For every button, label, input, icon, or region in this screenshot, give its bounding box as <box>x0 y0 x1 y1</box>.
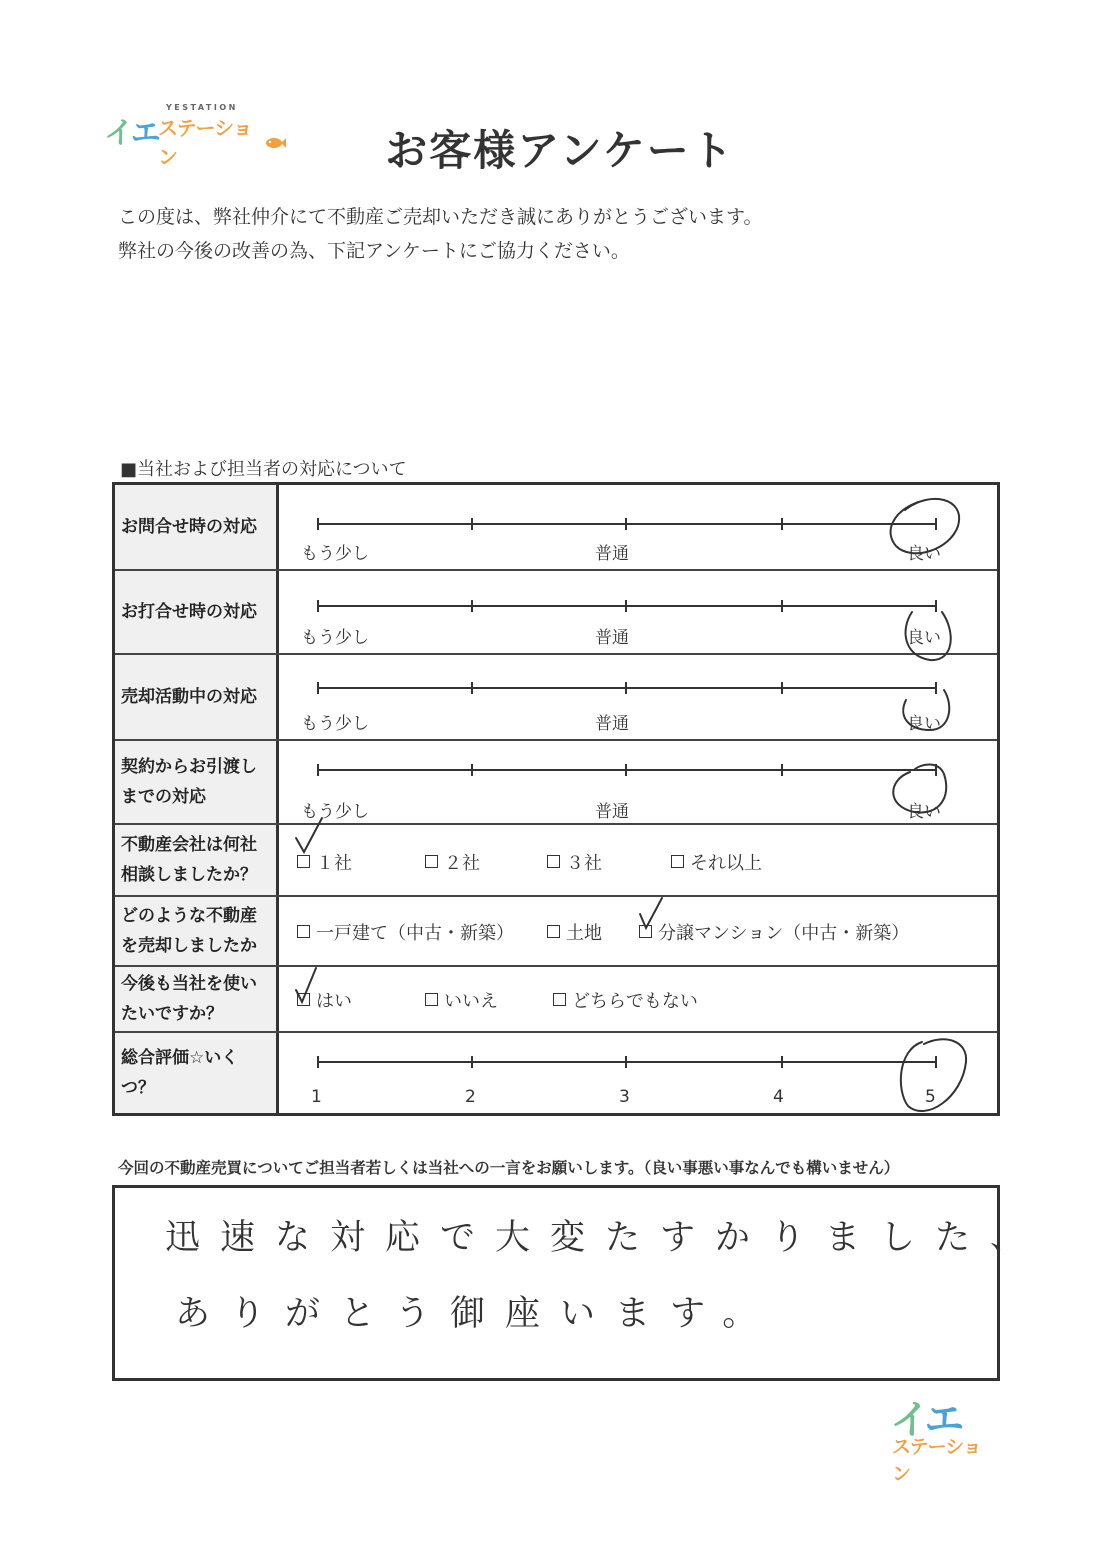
survey-row-overall <box>115 1033 997 1113</box>
checkbox-option[interactable]: １社 <box>297 849 352 875</box>
checkbox-option[interactable]: 一戸建て（中古・新築） <box>297 919 514 945</box>
survey-row-sales-activity <box>115 655 997 741</box>
checkbox-option[interactable]: はい <box>297 987 352 1013</box>
scale-label-mid: 普通 <box>595 802 629 822</box>
question-label: お打合せ時の対応 <box>121 602 257 622</box>
question-cell <box>115 1033 279 1113</box>
rating-scale[interactable] <box>279 485 997 569</box>
checkbox-icon <box>671 855 684 868</box>
survey-row-inquiry <box>115 485 997 571</box>
page-title: お客様アンケート <box>385 126 735 175</box>
checkbox-option[interactable]: 土地 <box>547 919 602 945</box>
checkbox-icon <box>425 855 438 868</box>
question-label: 売却活動中の対応 <box>121 687 257 707</box>
checkbox-icon <box>425 993 438 1006</box>
intro-line-1: この度は、弊社仲介にて不動産ご売却いただき誠にありがとうございます。 <box>118 206 763 228</box>
scale-point-4: 4 <box>773 1087 784 1107</box>
scale-label-mid: 普通 <box>595 544 629 564</box>
checkbox-icon <box>547 925 560 938</box>
question-label: 契約からお引渡し までの対応 <box>121 757 257 807</box>
scale-point-5: 5 <box>925 1087 936 1107</box>
intro-line-2: 弊社の今後の改善の為、下記アンケートにご協力ください。 <box>118 240 630 262</box>
logo-station-text: ステーション <box>892 1436 981 1485</box>
checkbox-option[interactable]: どちらでもない <box>553 987 698 1013</box>
survey-row-meeting <box>115 571 997 655</box>
survey-row-companies <box>115 825 997 897</box>
checkbox-option[interactable]: 分譲マンション（中古・新築） <box>639 919 909 945</box>
logo-roman-text: YESTATION <box>166 103 238 112</box>
checkbox-icon <box>547 855 560 868</box>
question-cell <box>115 825 279 895</box>
rating-scale[interactable] <box>279 571 997 653</box>
survey-row-property-type <box>115 897 997 967</box>
checkbox-icon <box>297 925 310 938</box>
survey-table <box>112 482 1000 1116</box>
rating-scale[interactable] <box>279 741 997 823</box>
question-label: 不動産会社は何社 相談しましたか？ <box>121 835 257 885</box>
scale-label-mid: 普通 <box>595 714 629 734</box>
question-cell <box>115 571 279 653</box>
question-cell <box>115 967 279 1031</box>
question-cell <box>115 655 279 739</box>
scale-label-high: 良い <box>907 628 941 648</box>
checkbox-icon <box>297 855 310 868</box>
checkbox-icon <box>639 925 652 938</box>
handwritten-comment-line-2: ありがとう御座います。 <box>175 1294 778 1334</box>
question-label: 総合評価☆いくつ？ <box>121 1048 239 1098</box>
survey-row-handover <box>115 741 997 825</box>
scale-point-3: 3 <box>619 1087 630 1107</box>
question-label: 今後も当社を使い たいですか？ <box>121 974 257 1024</box>
question-cell <box>115 485 279 569</box>
checkbox-option[interactable]: ３社 <box>547 849 602 875</box>
logo-mark: イエ <box>890 1397 961 1443</box>
question-cell <box>115 741 279 823</box>
comment-prompt: 今回の不動産売買についてご担当者若しくは当社への一言をお願いします。（良い事悪い事なんでも構いません） <box>118 1159 900 1177</box>
question-label: どのような不動産 を売却しましたか <box>121 906 257 956</box>
checkbox-option[interactable]: それ以上 <box>671 849 762 875</box>
handwritten-comment-line-1: 迅速な対応で大変たすかりました、 <box>165 1218 1046 1258</box>
scale-label-low: もう少し <box>301 628 369 648</box>
checkbox-option[interactable]: いいえ <box>425 987 498 1013</box>
rating-scale-overall[interactable] <box>279 1033 997 1113</box>
scale-label-high: 良い <box>907 714 941 734</box>
scale-label-low: もう少し <box>301 544 369 564</box>
choice-group <box>279 897 997 965</box>
section-label: ■当社および担当者の対応について <box>120 459 407 480</box>
scale-label-low: もう少し <box>301 714 369 734</box>
survey-row-reuse <box>115 967 997 1033</box>
scale-label-high: 良い <box>907 802 941 822</box>
checkbox-option[interactable]: ２社 <box>425 849 480 875</box>
choice-group <box>279 825 997 895</box>
scale-point-2: 2 <box>465 1087 476 1107</box>
scale-label-low: もう少し <box>301 802 369 822</box>
company-logo-bottom <box>890 1388 990 1485</box>
logo-station-text: ステーション <box>158 116 252 169</box>
logo-mark: イエ <box>104 116 159 151</box>
question-label: お問合せ時の対応 <box>121 517 257 537</box>
choice-group <box>279 967 997 1031</box>
question-cell <box>115 897 279 965</box>
checkbox-icon <box>553 993 566 1006</box>
rating-scale[interactable] <box>279 655 997 739</box>
scale-label-mid: 普通 <box>595 628 629 648</box>
comment-box[interactable] <box>112 1185 1046 1381</box>
checkbox-icon <box>297 993 310 1006</box>
scale-label-high: 良い <box>907 544 941 564</box>
scale-point-1: 1 <box>311 1087 322 1107</box>
